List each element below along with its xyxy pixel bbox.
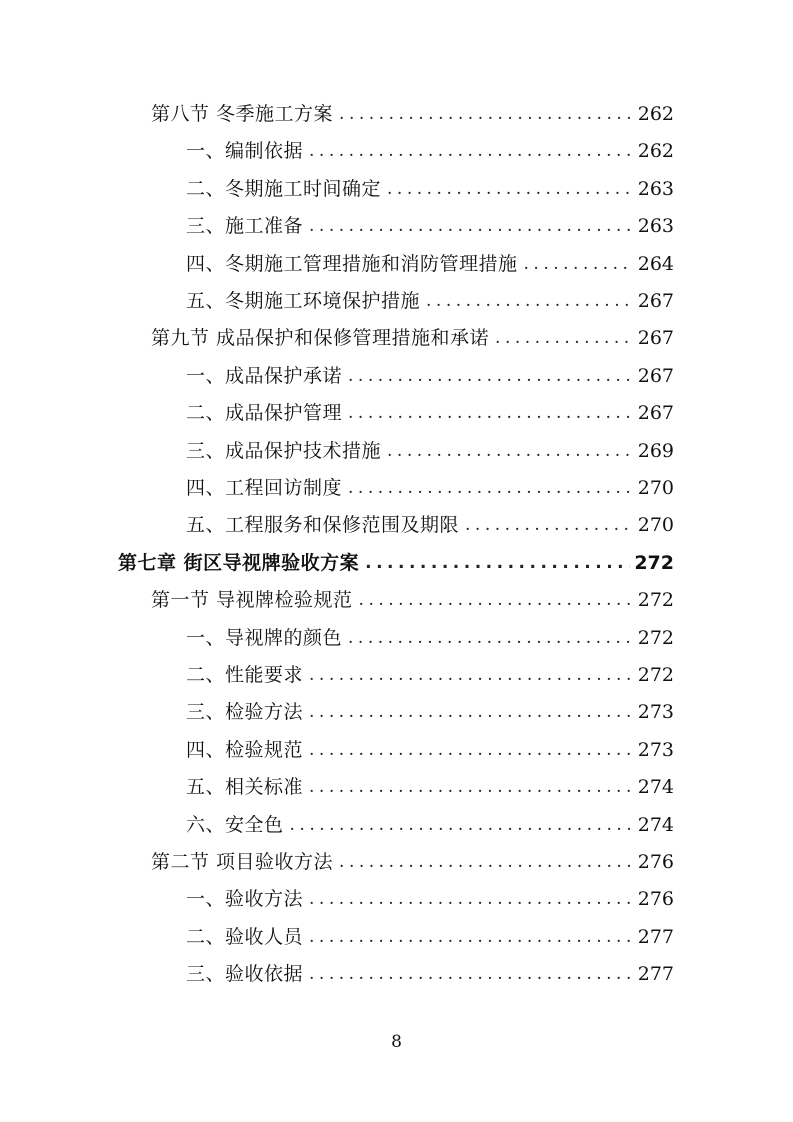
toc-entry-page: 270 xyxy=(637,514,674,536)
toc-entry-title: 五、冬期施工环境保护措施 xyxy=(186,290,421,312)
toc-entry-title: 三、施工准备 xyxy=(186,215,304,237)
toc-leader-dots xyxy=(309,773,634,801)
toc-entry[interactable] xyxy=(151,586,674,614)
toc-entry-page: 263 xyxy=(637,215,674,237)
toc-entry-page: 273 xyxy=(637,701,674,723)
toc-entry-title: 四、冬期施工管理措施和消防管理措施 xyxy=(186,253,518,275)
toc-leader-dots xyxy=(309,736,634,764)
toc-entry-page: 272 xyxy=(637,589,674,611)
toc-entry-page: 262 xyxy=(637,140,674,162)
toc-entry-title: 第九节 成品保护和保修管理措施和承诺 xyxy=(151,327,490,349)
toc-entry-title: 六、安全色 xyxy=(186,814,284,836)
toc-entry[interactable] xyxy=(186,811,674,839)
toc-entry-title: 二、验收人员 xyxy=(186,926,304,948)
toc-entry-title: 四、工程回访制度 xyxy=(186,477,343,499)
toc-entry-page: 276 xyxy=(637,851,674,873)
toc-leader-dots xyxy=(465,511,634,539)
toc-entry-title: 二、成品保护管理 xyxy=(186,402,343,424)
toc-entry-title: 第八节 冬季施工方案 xyxy=(151,103,334,125)
toc-entry-title: 三、检验方法 xyxy=(186,701,304,723)
toc-entry-title: 第二节 项目验收方法 xyxy=(151,851,334,873)
toc-leader-dots xyxy=(426,287,634,315)
toc-entry-page: 272 xyxy=(634,552,674,574)
toc-entry-title: 一、导视牌的颜色 xyxy=(186,627,343,649)
toc-entry-title: 一、编制依据 xyxy=(186,140,304,162)
toc-entry[interactable] xyxy=(186,511,674,539)
toc-leader-dots xyxy=(348,474,634,502)
toc-leader-dots xyxy=(309,885,634,913)
toc-entry[interactable] xyxy=(151,848,674,876)
toc-entry[interactable] xyxy=(186,362,674,390)
toc-leader-dots xyxy=(365,549,630,577)
toc-entry-title: 二、冬期施工时间确定 xyxy=(186,178,382,200)
toc-entry[interactable] xyxy=(186,474,674,502)
toc-entry-title: 第七章 街区导视牌验收方案 xyxy=(118,552,360,574)
toc-leader-dots xyxy=(387,175,634,203)
toc-entry-page: 272 xyxy=(637,664,674,686)
toc-entry[interactable] xyxy=(186,250,674,278)
toc-leader-dots xyxy=(348,624,634,652)
toc-entry-title: 三、验收依据 xyxy=(186,963,304,985)
toc-entry[interactable] xyxy=(186,137,674,165)
toc-entry-page: 277 xyxy=(637,963,674,985)
toc-entry[interactable] xyxy=(186,661,674,689)
toc-leader-dots xyxy=(339,848,634,876)
toc-entry-title: 第一节 导视牌检验规范 xyxy=(151,589,353,611)
toc-leader-dots xyxy=(387,437,634,465)
toc-entry[interactable] xyxy=(186,399,674,427)
toc-entry[interactable] xyxy=(186,212,674,240)
toc-leader-dots xyxy=(524,250,634,278)
toc-entry[interactable] xyxy=(186,773,674,801)
toc-leader-dots xyxy=(309,137,634,165)
toc-entry-title: 一、验收方法 xyxy=(186,888,304,910)
toc-leader-dots xyxy=(290,811,634,839)
toc-entry-page: 263 xyxy=(637,178,674,200)
toc-entry-page: 269 xyxy=(637,440,674,462)
toc-entry-page: 264 xyxy=(637,253,674,275)
toc-entry-page: 277 xyxy=(637,926,674,948)
toc-entry-title: 二、性能要求 xyxy=(186,664,304,686)
toc-entry-page: 267 xyxy=(637,290,674,312)
toc-leader-dots xyxy=(309,923,634,951)
toc-entry-page: 267 xyxy=(637,327,674,349)
toc-entry[interactable] xyxy=(151,100,674,128)
toc-entry-title: 五、工程服务和保修范围及期限 xyxy=(186,514,460,536)
toc-entry[interactable] xyxy=(186,885,674,913)
toc-leader-dots xyxy=(309,212,634,240)
toc-leader-dots xyxy=(495,324,634,352)
toc-leader-dots xyxy=(348,399,634,427)
toc-entry-page: 262 xyxy=(637,103,674,125)
toc-entry[interactable] xyxy=(186,175,674,203)
toc-leader-dots xyxy=(309,661,634,689)
toc-entry-title: 四、检验规范 xyxy=(186,739,304,761)
toc-leader-dots xyxy=(359,586,634,614)
toc-entry-page: 267 xyxy=(637,402,674,424)
toc-entry-page: 267 xyxy=(637,365,674,387)
toc-entry-page: 274 xyxy=(637,814,674,836)
toc-entry[interactable] xyxy=(151,324,674,352)
toc-entry-title: 一、成品保护承诺 xyxy=(186,365,343,387)
toc-entry-page: 273 xyxy=(637,739,674,761)
toc-leader-dots xyxy=(309,698,634,726)
toc-leader-dots xyxy=(339,100,634,128)
toc-entry[interactable] xyxy=(186,624,674,652)
toc-entry-page: 272 xyxy=(637,627,674,649)
toc-entry[interactable] xyxy=(186,437,674,465)
toc-entry[interactable] xyxy=(118,549,674,577)
toc-entry-page: 276 xyxy=(637,888,674,910)
toc-leader-dots xyxy=(348,362,634,390)
page-number: 8 xyxy=(391,1032,402,1052)
toc-entry[interactable] xyxy=(186,960,674,988)
toc-leader-dots xyxy=(309,960,634,988)
toc-entry[interactable] xyxy=(186,698,674,726)
toc-entry[interactable] xyxy=(186,736,674,764)
toc-entry[interactable] xyxy=(186,923,674,951)
toc-entry-page: 270 xyxy=(637,477,674,499)
toc-entry-title: 三、成品保护技术措施 xyxy=(186,440,382,462)
toc-entry-page: 274 xyxy=(637,776,674,798)
toc-entry-title: 五、相关标准 xyxy=(186,776,304,798)
toc-entry[interactable] xyxy=(186,287,674,315)
